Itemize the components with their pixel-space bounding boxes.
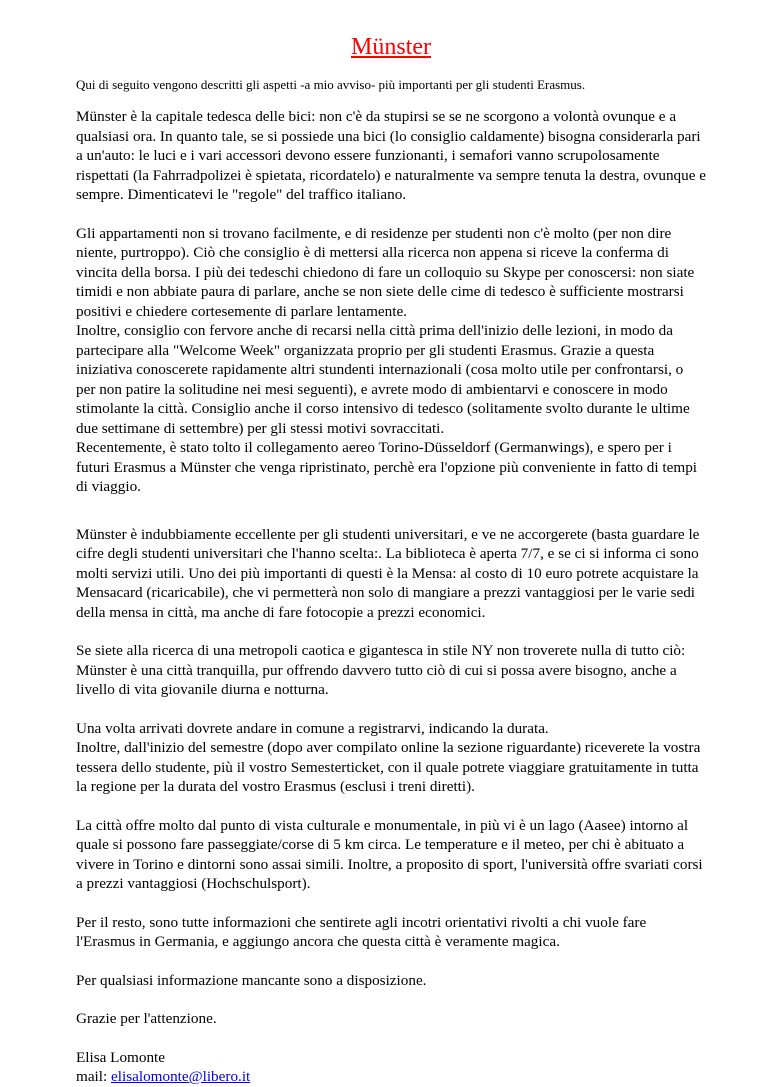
email-link[interactable]: elisalomonte@libero.it — [111, 1068, 251, 1085]
paragraph-registration-block — [76, 719, 706, 797]
paragraph-availability: Per qualsiasi informazione mancante sono a disposizione. — [76, 971, 427, 989]
signature-block — [76, 1048, 706, 1087]
paragraph-housing-block — [76, 224, 706, 497]
paragraph-bikes: Münster è la capitale tedesca delle bici: non c'è da stupirsi se se ne scorgono a volontà ovunque e a qualsiasi ora. In quanto tale, se si possiede una bici (lo consiglio caldamente) bisogna considerarla pari a un'auto: le luci e i vari accessori devono essere funzionanti, i semafori vanno scrupolosamente rispettati (la Fahrradpolizei è spietata, ricordatelo) e naturalmente va sempre tenuta la destra, ovunque e sempre. Dimenticatevi le "regole" del traffico italiano. — [76, 108, 707, 203]
paragraph-welcome-week: Inoltre, consiglio con fervore anche di recarsi nella città prima dell'inizio delle lezioni, in modo da partecipare alla "Welcome Week" organizzata proprio per gli studenti Erasmus. Grazie a questa iniziativa conoscerete rapidamente altri stundenti internazionali (cosa molto utile per confrontarsi, o per non patire la solitudine nei mesi seguenti), e avrete modo di ambientarvi e conoscere in modo stimolante la città. Consiglio anche il corso intensivo di tedesco (solitamente svolto durante le ultime due settimane di settembre) per gli stessi motivi sovraccitati. — [76, 322, 690, 437]
paragraph-housing: Gli appartamenti non si trovano facilmente, e di residenze per studenti non c'è molto (per non dire niente, purtroppo). Ciò che consiglio è di mettersi alla ricerca non appena si riceve la conferma di vincita della borsa. I più dei tedeschi chiedono di fare un colloquio su Skype per conoscersi: non siate timidi e non abbiate paura di parlare, anche se non siete delle cime di tedesco è sufficiente mostrarsi positivi e chiedere cortesemente di parlare lentamente. — [76, 224, 695, 320]
signature-name: Elisa Lomonte — [76, 1048, 165, 1066]
paragraph-thanks: Grazie per l'attenzione. — [76, 1010, 217, 1027]
paragraph-flights: Recentemente, è stato tolto il collegamento aereo Torino-Düsseldorf (Germanwings), e spero per i futuri Erasmus a Münster che venga ripristinato, perchè era l'opzione più conveniente in fatto di tempi di viaggio. — [76, 439, 698, 495]
signature-mail-line — [76, 1067, 706, 1087]
paragraph-culture: La città offre molto dal punto di vista culturale e monumentale, in più vi è un lago (Aasee) intorno al quale si possono fare passeggiate/corse di 5 km circa. Le temperature e il meteo, per chi è abituato a vivere in Torino e dintorni sono assai simili. Inoltre, a proposito di sport, l'università offre svariati corsi a prezzi vantaggiosi (Hochschulsport). — [76, 816, 703, 892]
paragraph-semesterticket: Inoltre, dall'inizio del semestre (dopo aver compilato online la sezione riguardante) riceverete la vostra tessera dello studente, più il vostro Semesterticket, con il quale potrete viaggiare gratuitamente in tutta la regione per la durata del vostro Erasmus (esclusi i treni diretti). — [76, 739, 701, 795]
paragraph-registration: Una volta arrivati dovrete andare in comune a registrarvi, indicando la durata. — [76, 719, 549, 737]
paragraph-city-life: Se siete alla ricerca di una metropoli caotica e gigantesca in stile NY non troverete nulla di tutto ciò: Münster è una città tranquilla, pur offrendo davvero tutto ciò di cui si possa avere bisogno, anche a livello di vita giovanile diurna e notturna. — [76, 642, 686, 698]
intro-text: Qui di seguito vengono descritti gli aspetti -a mio avviso- più importanti per gli studenti Erasmus. — [76, 77, 586, 92]
paragraph-university: Münster è indubbiamente eccellente per gli studenti universitari, e ve ne accorgerete (basta guardare le cifre degli studenti universitari che l'hanno scelta:. La biblioteca è aperta 7/7, e se ci si informa ci sono molti servizi utili. Uno dei più importanti di questi è la Mensa: al costo di 10 euro potrete acquistare la Mensacard (ricaricabile), che vi permetterà non solo di mangiare a prezzi vantaggiosi per le varie sedi della mensa in città, ma anche di fare fotocopie a prezzi economici. — [76, 525, 700, 621]
mail-label: mail: — [76, 1068, 112, 1085]
page-title: Münster — [351, 34, 431, 60]
section-spacer — [76, 497, 706, 525]
paragraph-closing: Per il resto, sono tutte informazioni che sentirete agli incotri orientativi rivolti a chi vuole fare l'Erasmus in Germania, e aggiungo ancora che questa città è veramente magica. — [76, 913, 647, 950]
